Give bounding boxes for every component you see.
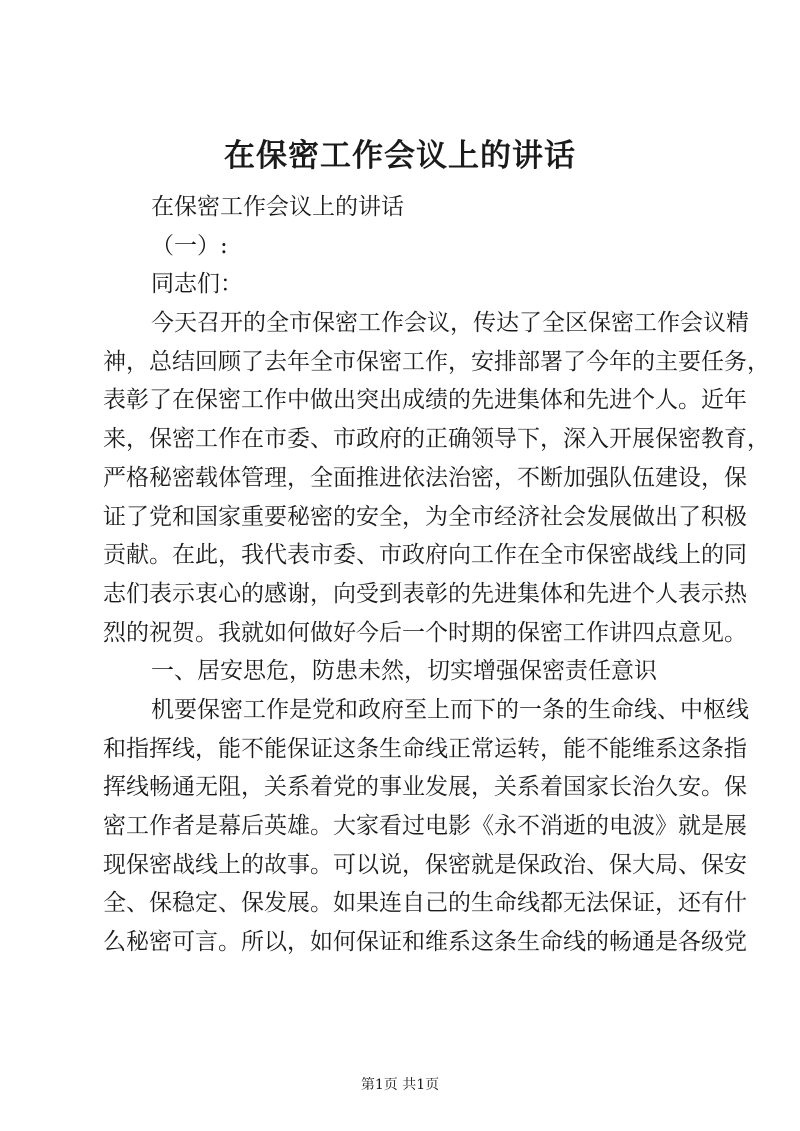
paragraph — [103, 227, 707, 266]
text-line: 一、居安思危，防患未然，切实增强保密责任意识 — [151, 658, 657, 685]
text-line: 密工作者是幕后英雄。大家看过电影《永不消逝的电波》就是展 — [103, 813, 747, 839]
text-line: 挥线畅通无阻，关系着党的事业发展，关系着国家长治久安。保 — [103, 774, 747, 801]
paragraph — [103, 188, 707, 227]
text-line: 表彰了在保密工作中做出突出成绩的先进集体和先进个人。近年 — [103, 387, 747, 414]
text-line: 全、保稳定、保发展。如果连自己的生命线都无法保证，还有什 — [103, 890, 747, 917]
document-body — [103, 188, 770, 962]
text-line: 么秘密可言。所以，如何保证和维系这条生命线的畅通是各级党 — [103, 929, 747, 956]
text-line: 烈的祝贺。我就如何做好今后一个时期的保密工作讲四点意见。 — [103, 619, 747, 646]
text-line: 神，总结回顾了去年全市保密工作，安排部署了今年的主要任务， — [103, 348, 770, 375]
text-line: 今天召开的全市保密工作会议，传达了全区保密工作会议精 — [151, 310, 749, 337]
text-line: 来，保密工作在市委、市政府的正确领导下，深入开展保密教育， — [103, 426, 770, 453]
text-line: 同志们： — [151, 271, 243, 298]
paragraph — [103, 265, 707, 304]
text-line: 机要保密工作是党和政府至上而下的一条的生命线、中枢线 — [151, 696, 749, 723]
text-line: 和指挥线，能不能保证这条生命线正常运转，能不能维系这条指 — [103, 735, 747, 762]
text-line: 证了党和国家重要秘密的安全，为全市经济社会发展做出了积极 — [103, 503, 747, 530]
text-line: 志们表示衷心的感谢，向受到表彰的先进集体和先进个人表示热 — [103, 580, 747, 607]
text-line: 现保密战线上的故事。可以说，保密就是保政治、保大局、保安 — [103, 851, 747, 878]
text-line: （一）: — [151, 232, 228, 259]
paragraph — [103, 652, 707, 691]
paragraph — [103, 691, 749, 962]
paragraph — [103, 304, 770, 652]
text-line: 贡献。在此，我代表市委、市政府向工作在全市保密战线上的同 — [103, 542, 747, 569]
page-footer: 第1页 共1页 — [360, 1077, 440, 1093]
text-line: 严格秘密载体管理，全面推进依法治密，不断加强队伍建设，保 — [103, 464, 747, 491]
text-line: 在保密工作会议上的讲话 — [151, 194, 404, 220]
document-title: 在保密工作会议上的讲话 — [224, 138, 576, 174]
